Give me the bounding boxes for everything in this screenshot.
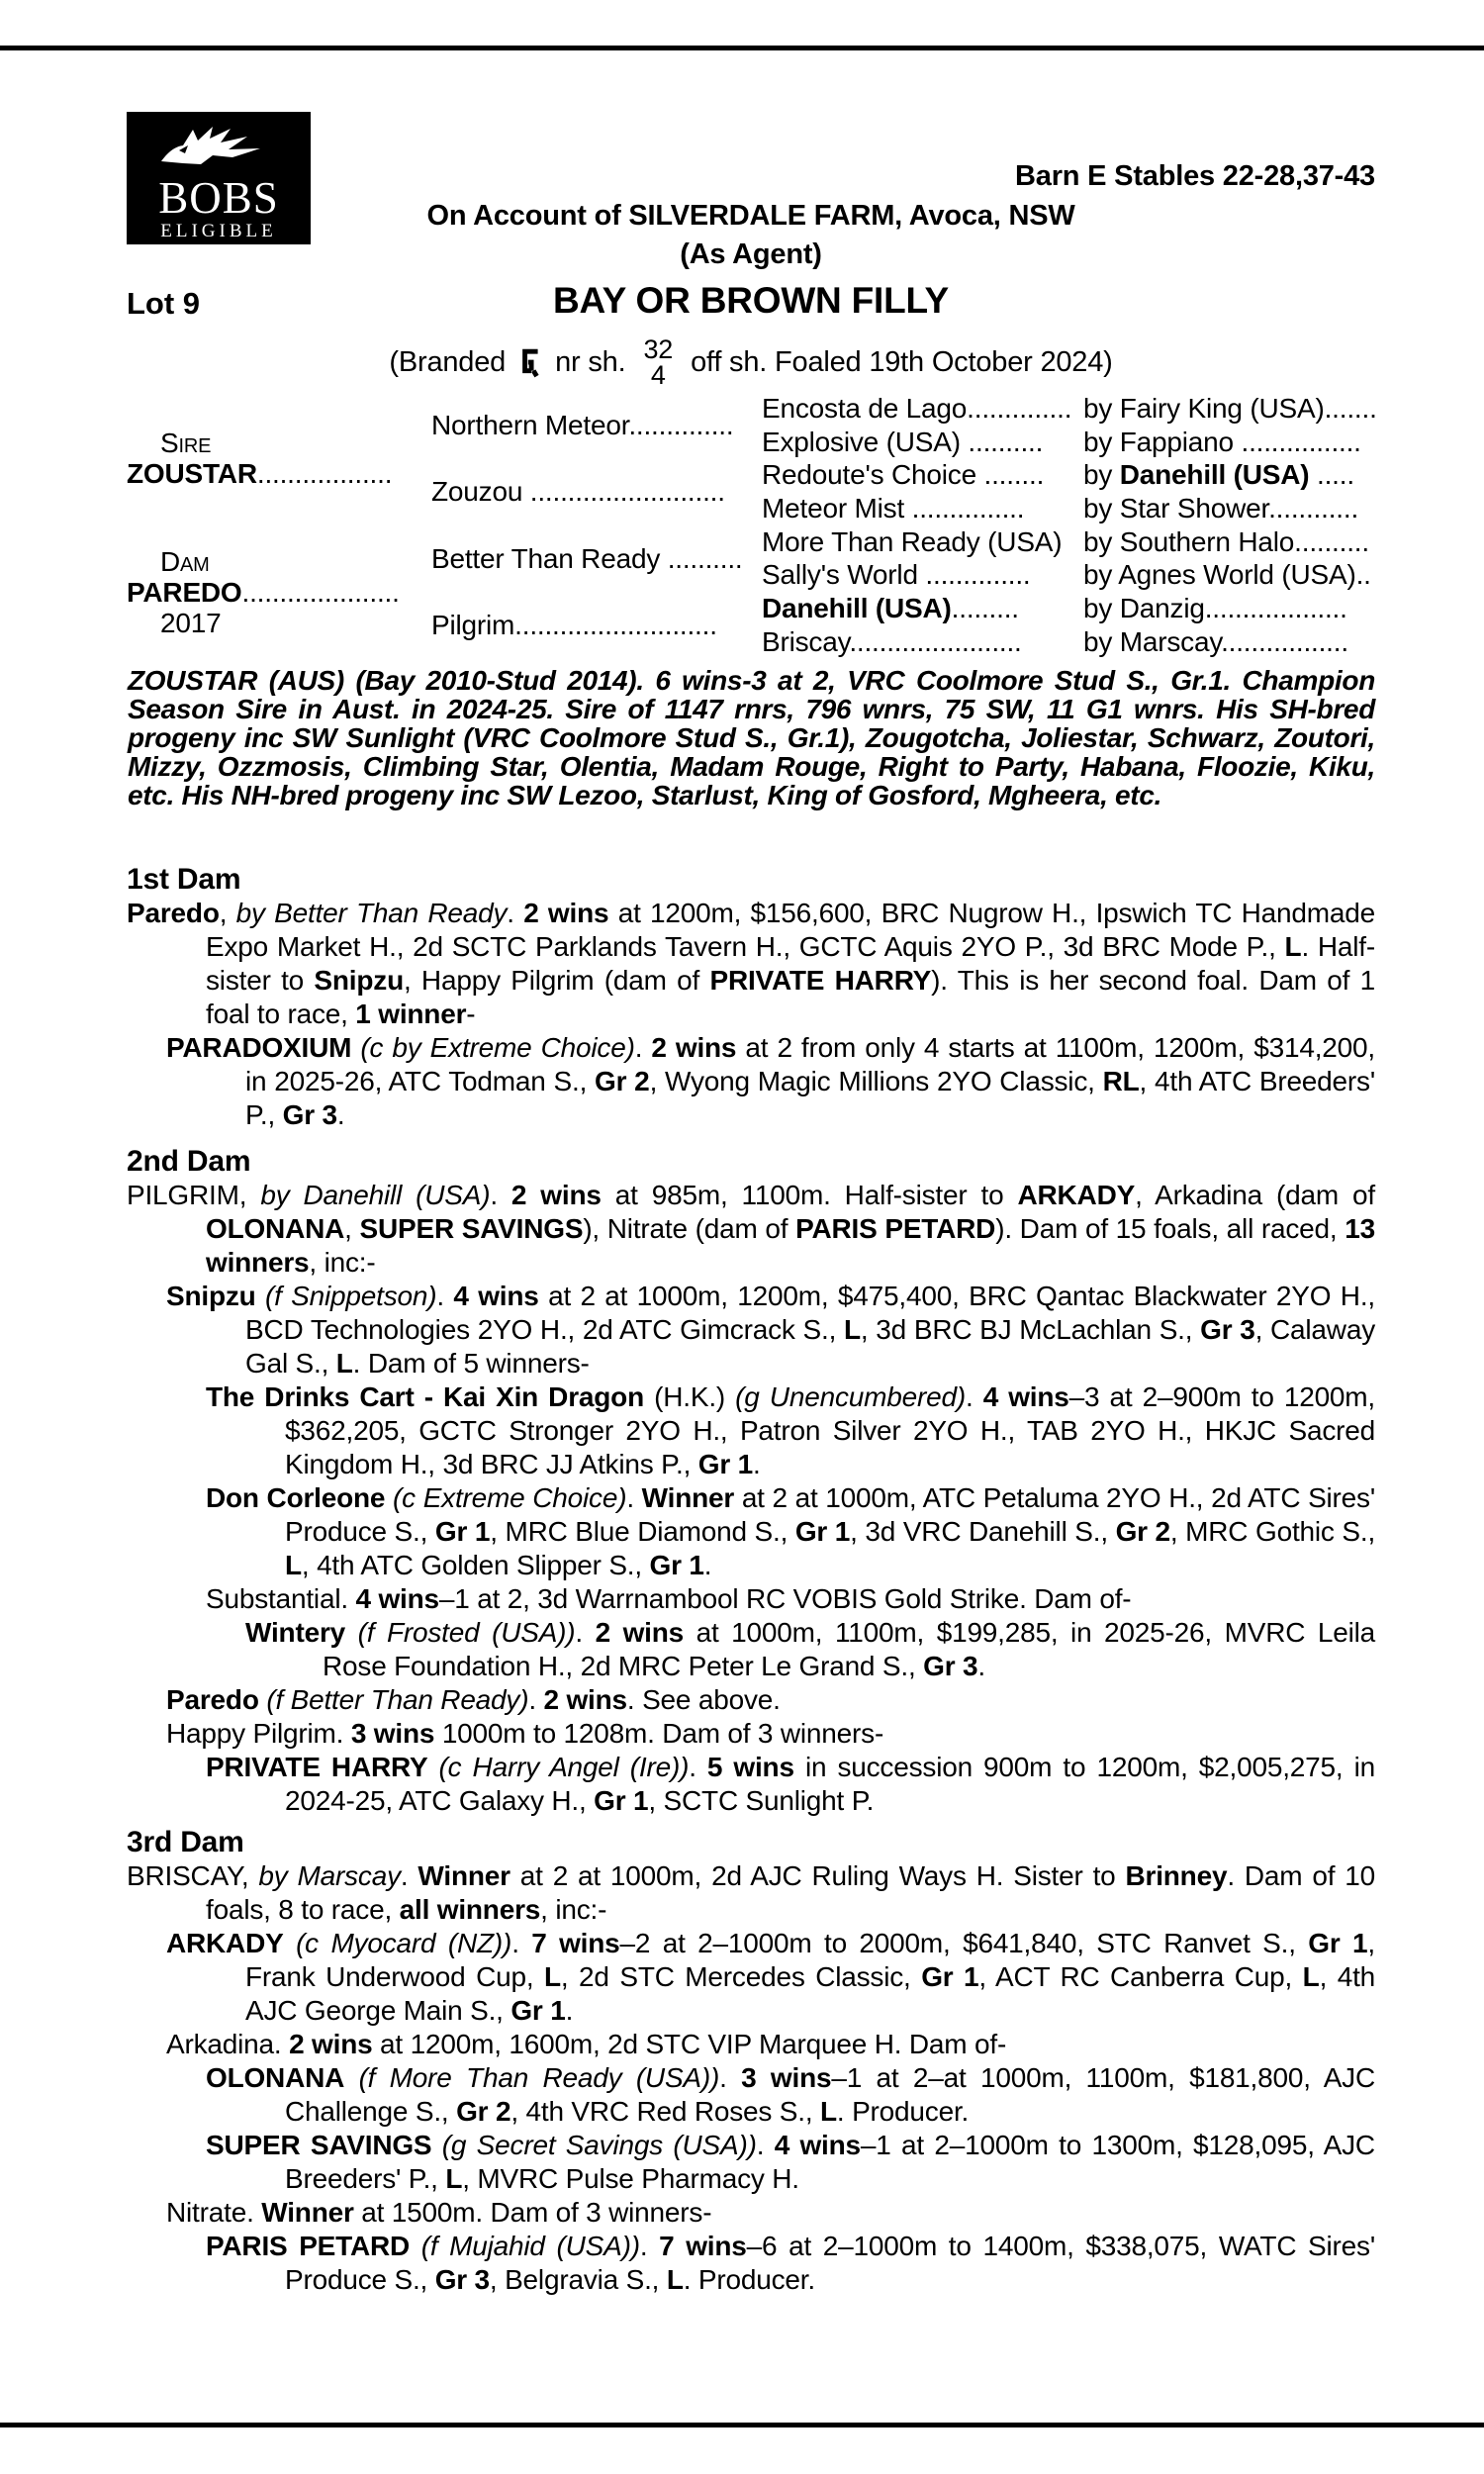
text-run: . (507, 898, 524, 928)
text-run: 2 wins (289, 2029, 373, 2059)
branded-suffix: off sh. Foaled 19th October 2024) (691, 345, 1113, 378)
text-run: Gr 3 (282, 1099, 337, 1130)
great-grandparent-name (762, 558, 1083, 592)
text-run: BRISCAY, (127, 1860, 259, 1891)
brand-rego-top: 32 (643, 334, 674, 364)
pedigree-paragraph (127, 1179, 1375, 1280)
text-run: Gr 1 (510, 1995, 566, 2026)
text-run: at 1000m, 1100m, $199,285, in 2025-26, MVRC Leila Rose Foundation H., 2d MRC Peter Le Grand S., (323, 1617, 1375, 1681)
great-grandparent-name (762, 458, 1083, 492)
text-run: ..................... (241, 576, 400, 608)
text-run (344, 2062, 358, 2093)
pedigree-table (127, 392, 1375, 659)
pedigree-paragraph (127, 2028, 1375, 2061)
text-run: at 2 at 1000m, ATC Petaluma 2YO H., 2d ATC Sires' Produce S., (285, 1482, 1376, 1547)
text-run: at 2 from only 4 starts at 1100m, 1200m, $314,200, in 2025-26, ATC Todman S., (245, 1032, 1375, 1096)
text-run: PRIVATE HARRY (206, 1752, 428, 1782)
brand-mark-icon (517, 345, 543, 379)
text-run: (f Snippetson) (265, 1281, 437, 1311)
text-run: 2 wins (595, 1617, 685, 1648)
brand-rego-number (637, 336, 679, 388)
text-run: PAREDO (127, 576, 242, 608)
text-run: L (1284, 931, 1302, 962)
sire-name (127, 458, 423, 489)
text-run: by Southern Halo.......... (1083, 525, 1369, 557)
text-run: Danehill (USA) (1119, 459, 1310, 491)
text-run: Gr 1 (649, 1550, 704, 1580)
text-run: 5 wins (706, 1752, 794, 1782)
text-run: Arkadina. (166, 2029, 290, 2059)
text-run: Paredo (166, 1684, 259, 1715)
sire-label: Sire (160, 428, 212, 458)
text-run: at 985m, 1100m. Half-sister to (601, 1180, 1018, 1210)
text-run: (H.K.) (644, 1381, 736, 1412)
account-line: On Account of SILVERDALE FARM, Avoca, NSW (426, 200, 1075, 232)
text-run: . (626, 1482, 642, 1513)
great-great-grandparent-name (1083, 458, 1375, 492)
text-run: 7 wins (531, 1928, 620, 1958)
text-run: OLONANA (206, 2062, 345, 2093)
text-run: Encosta de Lago.............. (762, 393, 1072, 424)
text-run: . (977, 1651, 985, 1681)
text-run: –3 at 2–900m to 1200m, $362,205, GCTC Stronger 2YO H., Patron Silver 2YO H., TAB 2YO H., HKJC Sacred Kingdom H., 3d BRC JJ Atkins P., (285, 1381, 1376, 1479)
text-run: L (666, 2264, 684, 2295)
text-run: , 4th AJC George Main S., (245, 1961, 1376, 2026)
text-run: , 4th ATC Golden Slipper S., (301, 1550, 650, 1580)
great-great-grandparent-name (1083, 426, 1375, 459)
text-run: Gr 1 (921, 1961, 979, 1992)
text-run: OLONANA (206, 1213, 345, 1244)
text-run: .................. (256, 458, 393, 489)
text-run: ..... (1309, 459, 1354, 491)
text-run: , Calaway Gal S., (245, 1314, 1375, 1379)
dam-label: Dam (160, 545, 210, 577)
text-run: 4 wins (453, 1281, 539, 1311)
text-run: , 2d STC Mercedes Classic, (560, 1961, 922, 1992)
text-run: (g Unencumbered) (735, 1381, 966, 1412)
text-run: Gr 1 (697, 1449, 753, 1479)
text-run: , 4th ATC Breeders' P., (245, 1066, 1375, 1130)
text-run: 3 wins (741, 2062, 832, 2093)
text-run: ARKADY (166, 1928, 284, 1958)
text-run: More Than Ready (USA) (762, 525, 1063, 557)
pedigree-paragraph (127, 1582, 1375, 1616)
text-run: Gr 2 (1115, 1516, 1170, 1547)
section-3rd-dam (127, 1826, 1375, 2297)
text-run: PILGRIM, (127, 1180, 261, 1210)
text-run: 3 wins (350, 1718, 435, 1749)
branded-nr-sh: nr sh. (555, 345, 626, 378)
text-run: Winner (261, 2197, 354, 2228)
text-run: Gr 3 (923, 1651, 978, 1681)
great-great-grandparent-name (1083, 492, 1375, 525)
text-run (284, 1928, 296, 1958)
text-run: all winners (399, 1894, 541, 1925)
text-run: (f Better Than Ready) (266, 1684, 529, 1715)
pedigree-paragraph (127, 2230, 1375, 2297)
text-run: Briscay....................... (762, 625, 1022, 657)
section-1st-dam (127, 863, 1375, 1132)
text-run: ZOUSTAR (127, 458, 257, 489)
pedigree-paragraph (127, 2129, 1375, 2196)
text-run (345, 1617, 358, 1648)
text-run: , Belgravia S., (489, 2264, 667, 2295)
text-run: . (703, 1550, 712, 1580)
text-run: by Fairy King (USA)....... (1083, 393, 1377, 424)
text-run: (f More Than Ready (USA)) (358, 2062, 720, 2093)
text-run: SUPER SAVINGS (359, 1213, 584, 1244)
text-run: ARKADY (1017, 1180, 1136, 1210)
text-run: . Dam of 5 winners- (352, 1348, 590, 1379)
text-run: –1 at 2–1000m to 1300m, $128,095, AJC Breeders' P., (285, 2130, 1375, 2194)
text-run: RL (1102, 1066, 1140, 1096)
text-run: , Happy Pilgrim (dam of (403, 965, 710, 996)
text-run: (c Harry Angel (Ire)) (438, 1752, 690, 1782)
branded-prefix: (Branded (389, 345, 507, 378)
grandparent-name: Better Than Ready .......... (431, 542, 743, 574)
text-run: Winner (417, 1860, 510, 1891)
text-run: 1 winner (355, 999, 467, 1029)
text-run: 4 wins (982, 1381, 1069, 1412)
text-run: at 1200m, $156,600, BRC Nugrow H., Ipswich TC Handmade Expo Market H., 2d SCTC Parklands Tavern H., GCTC Aquis 2YO P., 3d BRC Mode P., (206, 898, 1375, 962)
text-run: Danehill (USA) (762, 593, 952, 624)
text-run: , (344, 1213, 360, 1244)
brand-rego-bottom: 4 (650, 360, 666, 390)
text-run: . (436, 1281, 454, 1311)
great-great-grandparent-name (1083, 392, 1375, 426)
pedigree-paragraph (127, 1927, 1375, 2028)
text-run (431, 2130, 441, 2160)
text-run: L (285, 1550, 302, 1580)
text-run: 1000m to 1208m. Dam of 3 winners- (434, 1718, 884, 1749)
text-run: . (528, 1684, 544, 1715)
text-run: ......... (951, 593, 1019, 624)
pedigree-paragraph (127, 2196, 1375, 2230)
text-run: L (544, 1961, 561, 1992)
text-run: Substantial. (206, 1583, 356, 1614)
lot-number: Lot 9 (127, 286, 201, 321)
text-run (351, 1032, 360, 1063)
text-run: . (400, 1860, 418, 1891)
text-run: , MRC Gothic S., (1169, 1516, 1376, 1547)
section-heading: 1st Dam (127, 863, 241, 896)
text-run: Paredo (127, 898, 220, 928)
text-run: at 2 at 1000m, 2d AJC Ruling Ways H. Sister to (510, 1860, 1126, 1891)
text-run: Gr 1 (1308, 1928, 1368, 1958)
text-run: . (752, 1449, 761, 1479)
text-run: Don Corleone (206, 1482, 386, 1513)
text-run: Sally's World .............. (762, 559, 1031, 591)
great-grandparent-name (762, 625, 1083, 659)
text-run: ), Nitrate (dam of (583, 1213, 796, 1244)
text-run: SUPER SAVINGS (206, 2130, 432, 2160)
text-run: –2 at 2–1000m to 2000m, $641,840, STC Ranvet S., (619, 1928, 1309, 1958)
text-run: by Agnes World (USA).. (1083, 559, 1371, 591)
great-great-grandparent-name (1083, 592, 1375, 625)
grandparent-name: Pilgrim........................... (431, 610, 717, 641)
pedigree-paragraph (127, 1683, 1375, 1717)
pedigree-paragraph (127, 1031, 1375, 1132)
pedigree-paragraph (127, 1616, 1375, 1683)
text-run: - (466, 999, 476, 1029)
text-run: . (639, 2231, 660, 2261)
text-run: The Drinks Cart - Kai Xin Dragon (206, 1381, 644, 1412)
text-run: Gr 1 (794, 1516, 851, 1547)
text-run: , Frank Underwood Cup, (245, 1928, 1375, 1992)
text-run: Gr 3 (434, 2264, 490, 2295)
text-run: , SCTC Sunlight P. (648, 1785, 875, 1816)
pedigree-paragraph (127, 2061, 1375, 2129)
sire-summary (128, 666, 1375, 809)
text-run: Snipzu (166, 1281, 256, 1311)
text-run: 4 wins (355, 1583, 439, 1614)
great-great-grandparent-name (1083, 558, 1375, 592)
text-run: by Fappiano ................ (1083, 426, 1361, 457)
text-run: , inc:- (309, 1247, 376, 1278)
text-run: by Better Than Ready (235, 898, 508, 928)
text-run: 2 wins (523, 898, 609, 928)
text-run: –6 at 2–1000m to 1400m, $338,075, WATC Sires' Produce S., (285, 2231, 1375, 2295)
text-run: by Danehill (USA) (260, 1180, 491, 1210)
text-run: PARIS PETARD (206, 2231, 411, 2261)
text-run: Nitrate. (166, 2197, 262, 2228)
text-run: . (965, 1381, 983, 1412)
text-run: , MVRC Pulse Pharmacy H. (462, 2163, 799, 2194)
great-grandparent-name (762, 392, 1083, 426)
text-run: , ACT RC Canberra Cup, (978, 1961, 1303, 1992)
text-run: (g Secret Savings (USA)) (441, 2130, 757, 2160)
text-run: at 1500m. Dam of 3 winners- (353, 2197, 712, 2228)
text-run (410, 2231, 421, 2261)
section-2nd-dam (127, 1145, 1375, 1818)
text-run: ZOUSTAR (AUS) (Bay 2010-Stud 2014). 6 wins-3 at 2, VRC Coolmore Stud S., Gr.1. Champion Season Sire in Aust. in 2024-25. Sire of 1147 rnrs, 796 wnrs, 75 SW, 11 G1 wnrs. His SH-bred progeny inc SW Sunlight (VRC Coolmore Stud S., Gr.1), Zougotcha, Joliestar, Schwarz, Zoutori, Mizzy, Ozzmosis, Climbing Star, Olentia, Madam Rouge, Right to Party, Habana, Floozie, Kiku, etc. His NH-bred progeny inc SW Lezoo, Starlust, King of Gosford, Mgheera, etc. (128, 665, 1375, 810)
text-run: ). Dam of 15 foals, all raced, (995, 1213, 1345, 1244)
grandparent-name: Northern Meteor.............. (431, 409, 734, 440)
text-run: . Half-sister to (206, 931, 1375, 996)
barn-stables-line: Barn E Stables 22-28,37-43 (1015, 160, 1375, 192)
text-run: . Dam of 10 foals, 8 to race, (206, 1860, 1375, 1925)
text-run: at 1200m, 1600m, 2d STC VIP Marquee H. Dam of- (372, 2029, 1007, 2059)
text-run: . Producer. (683, 2264, 815, 2295)
text-run: , 4th VRC Red Roses S., (510, 2096, 820, 2127)
text-run: in succession 900m to 1200m, $2,005,275, in 2024-25, ATC Galaxy H., (285, 1752, 1375, 1816)
section-heading: 2nd Dam (127, 1145, 251, 1178)
text-run: . (634, 1032, 652, 1063)
text-run: PRIVATE HARRY (709, 965, 932, 996)
great-great-grandparent-name (1083, 525, 1375, 559)
text-run: , Arkadina (dam of (1135, 1180, 1376, 1210)
text-run: Wintery (245, 1617, 346, 1648)
text-run: Gr 1 (594, 1785, 649, 1816)
text-run: Brinney (1125, 1860, 1228, 1891)
great-grandparent-name (762, 592, 1083, 625)
pedigree-column-2 (431, 392, 762, 659)
text-run: (c Extreme Choice) (393, 1482, 627, 1513)
text-run: Snipzu (314, 965, 404, 996)
text-run: (c by Extreme Choice) (360, 1032, 635, 1063)
dam-year: 2017 (160, 607, 222, 638)
pedigree-paragraph (127, 1859, 1375, 1927)
pedigree-paragraph (127, 1717, 1375, 1751)
text-run: Meteor Mist ............... (762, 493, 1025, 524)
great-grandparent-name (762, 492, 1083, 525)
pedigree-column-3 (762, 392, 1083, 659)
text-run: by Danzig................... (1083, 593, 1347, 624)
text-run: . (719, 2062, 742, 2093)
text-run: 13 winners (206, 1213, 1375, 1278)
text-run: Explosive (USA) .......... (762, 426, 1044, 457)
text-run: . See above. (626, 1684, 781, 1715)
pedigree-paragraph (127, 897, 1375, 1031)
text-run: Happy Pilgrim. (166, 1718, 351, 1749)
dam-cell (127, 524, 423, 659)
page-border-bottom (0, 2423, 1484, 2427)
text-run: 2 wins (651, 1032, 737, 1063)
text-run: , Wyong Magic Millions 2YO Classic, (649, 1066, 1103, 1096)
pedigree-paragraph (127, 1751, 1375, 1818)
text-run: Gr 2 (456, 2096, 511, 2127)
text-run: . (490, 1180, 511, 1210)
text-run: , inc:- (540, 1894, 607, 1925)
sire-cell (127, 392, 423, 524)
text-run: L (335, 1348, 353, 1379)
text-run: 2 wins (510, 1180, 602, 1210)
text-run: L (843, 1314, 861, 1345)
dam-name (127, 577, 423, 608)
pedigree-paragraph (127, 1280, 1375, 1380)
agent-line: (As Agent) (680, 238, 822, 270)
text-run: Winner (641, 1482, 735, 1513)
page-border-top (0, 46, 1484, 50)
text-run: . (565, 1995, 574, 2026)
text-run: by Marscay................. (1083, 625, 1348, 657)
text-run: (f Mujahid (USA)) (420, 2231, 640, 2261)
text-run: Gr 2 (595, 1066, 650, 1096)
text-run: by (1083, 459, 1120, 491)
pedigree-paragraph (127, 1481, 1375, 1582)
text-run: (c Myocard (NZ)) (296, 1928, 512, 1958)
text-run: L (445, 2163, 463, 2194)
text-run: ). This is her second foal. Dam of 1 foal to race, (206, 965, 1375, 1029)
branded-line (127, 325, 1375, 400)
text-run: (f Frosted (USA)) (357, 1617, 576, 1648)
text-run: by Star Shower............ (1083, 493, 1359, 524)
text-run: . (336, 1099, 345, 1130)
text-run: Redoute's Choice ........ (762, 459, 1045, 491)
text-run (256, 1281, 265, 1311)
text-run: 7 wins (659, 2231, 747, 2261)
text-run: Gr 1 (434, 1516, 491, 1547)
text-run: . (689, 1752, 707, 1782)
text-run: PARADOXIUM (166, 1032, 352, 1063)
text-run: , 3d BRC BJ McLachlan S., (860, 1314, 1201, 1345)
section-heading: 3rd Dam (127, 1826, 244, 1858)
text-run: , 3d VRC Danehill S., (850, 1516, 1116, 1547)
logo-text-bobs: BOBS (158, 173, 279, 223)
horse-title: BAY OR BROWN FILLY (552, 280, 950, 321)
pedigree-column-4 (1083, 392, 1375, 659)
text-run: . Producer. (836, 2096, 970, 2127)
pedigree-paragraph (127, 1380, 1375, 1481)
text-run: L (820, 2096, 837, 2127)
text-run (427, 1752, 438, 1782)
text-run: , (219, 898, 236, 928)
text-run: at 2 at 1000m, 1200m, $475,400, BRC Qantac Blackwater 2YO H., BCD Technologies 2YO H., 2d ATC Gimcrack S., (245, 1281, 1375, 1345)
text-run: L (1302, 1961, 1320, 1992)
text-run: . (511, 1928, 532, 1958)
text-run: –1 at 2–at 1000m, 1100m, $181,800, AJC Challenge S., (285, 2062, 1375, 2127)
text-run: 4 wins (774, 2130, 861, 2160)
text-run: . (575, 1617, 596, 1648)
text-run: 2 wins (543, 1684, 627, 1715)
text-run (385, 1482, 393, 1513)
logo-text-eligible: ELIGIBLE (160, 221, 277, 241)
great-grandparent-name (762, 426, 1083, 459)
great-grandparent-name (762, 525, 1083, 559)
text-run: Gr 3 (1200, 1314, 1255, 1345)
pedigree-column-1 (127, 392, 423, 659)
great-great-grandparent-name (1083, 625, 1375, 659)
text-run: by Marscay (258, 1860, 401, 1891)
text-run: –1 at 2, 3d Warrnambool RC VOBIS Gold Strike. Dam of- (438, 1583, 1132, 1614)
text-run: , MRC Blue Diamond S., (490, 1516, 795, 1547)
text-run: . (756, 2130, 775, 2160)
text-run: PARIS PETARD (795, 1213, 996, 1244)
grandparent-name: Zouzou .......................... (431, 476, 725, 508)
